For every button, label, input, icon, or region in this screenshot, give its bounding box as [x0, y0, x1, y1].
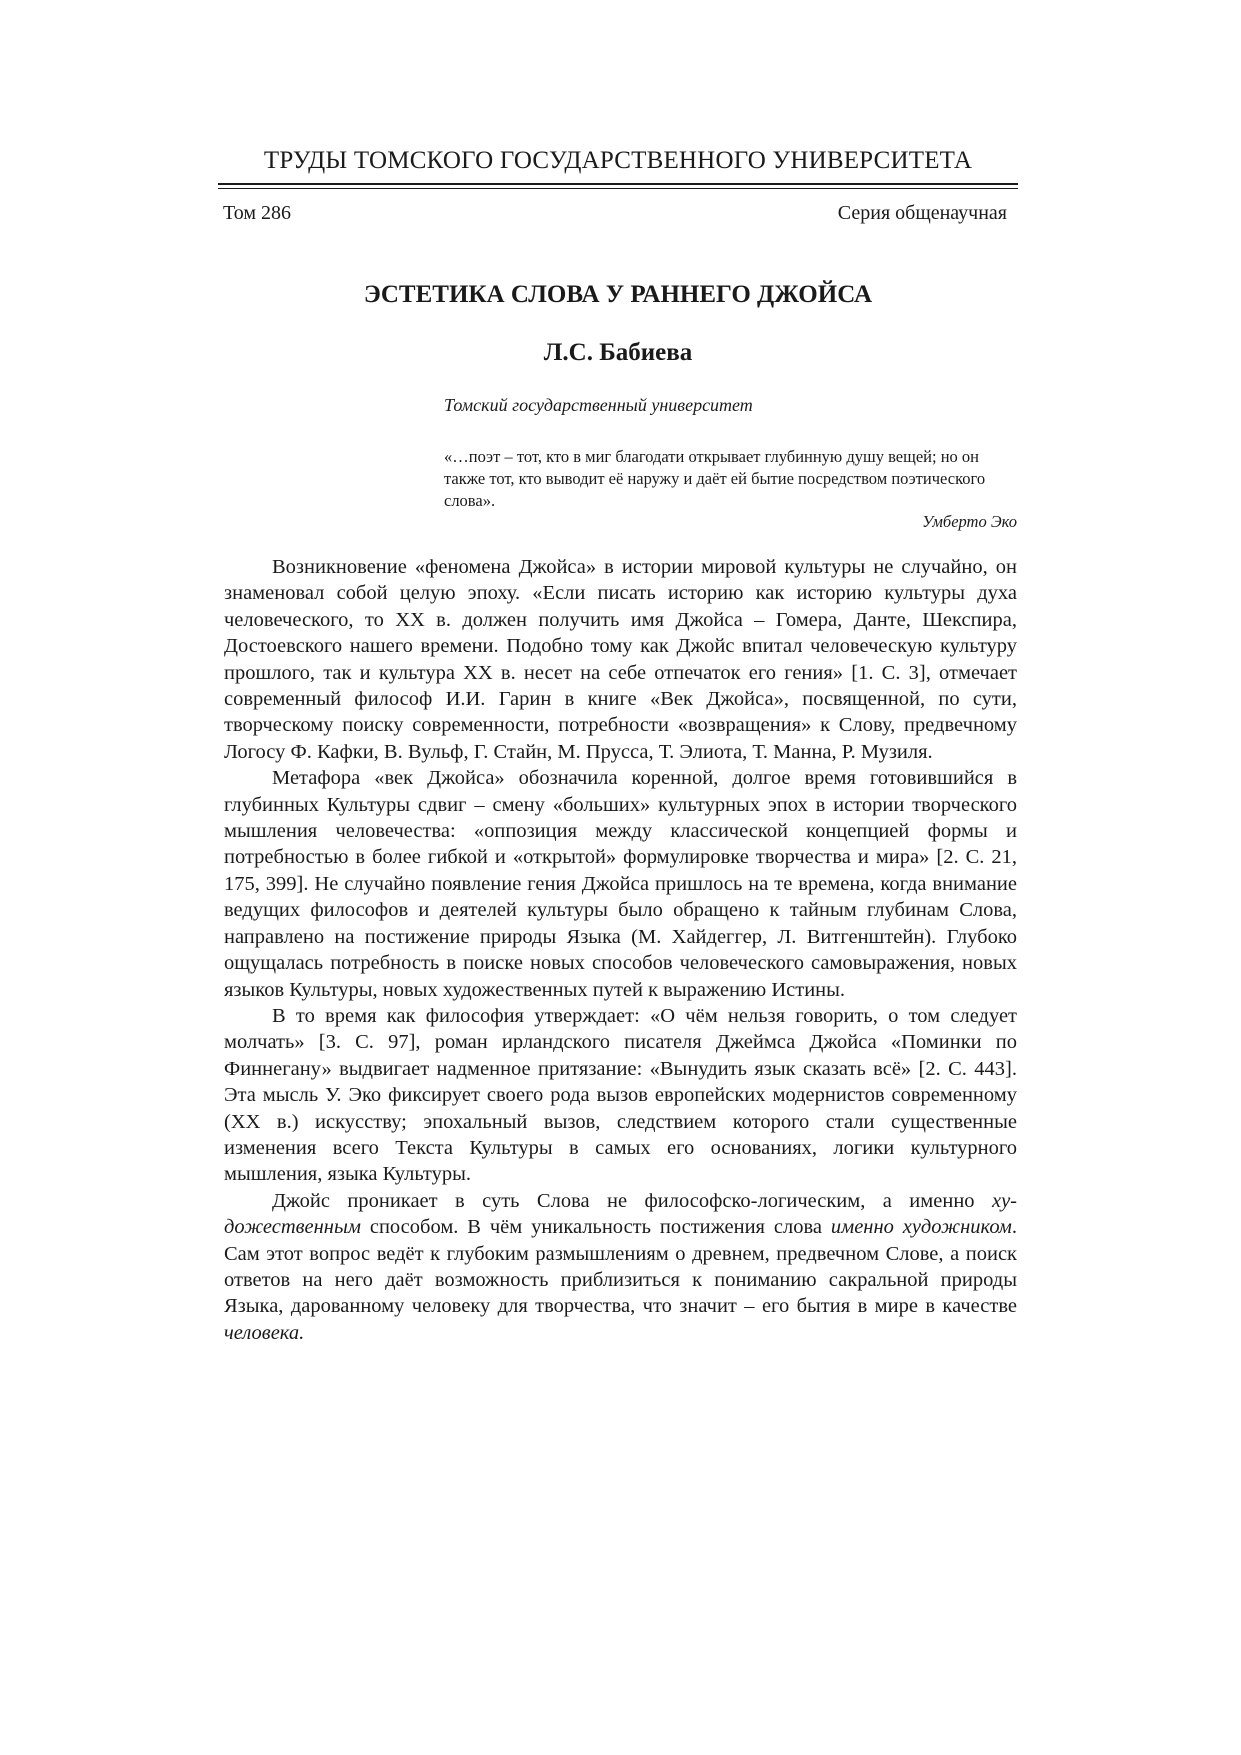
volume-label: Том 286: [223, 202, 291, 224]
article-title: ЭСТЕТИКА СЛОВА У РАННЕГО ДЖОЙСА: [363, 281, 873, 308]
paragraph-4-emphasis: художественным: [224, 1189, 1017, 1239]
paragraph-4-emphasis: именно художником: [830, 1216, 1012, 1239]
paragraph-2: Метафора «век Джойса» обозначила коренной, долгое время готовившийся в глубинных Культуры сдвиг – смену «больших» культурных эпох в истории творческого мышления человечества: «оппозиция между классической концепцией формы и потребностью в более гибкой и «открытой» формулировке творчества и мира» [2. С. 21, 175, 399]. Не случайно появление гения Джойса пришлось на те времена, когда внимание ведущих философов и деятелей культуры было обращено к тайным глубинам Слова, направлено на постижение природы Языка (М. Хайдеггер, Л. Витгенштейн). Глубоко ощущалась потребность в поиске новых способов человеческого самовыражения, новых языков Культуры, новых художественных путей к выражению Истины.: [224, 767, 1017, 1001]
paragraph-4-text: способом. В чём уникальность постижения слова: [360, 1216, 831, 1239]
paragraph-4-text: . Сам этот вопрос ведёт к глубоким размышлениям о древнем, предвечном Слове, а поиск ответов на него даёт возможность приблизиться к пониманию сакральной природы Языка, дарованному человеку для творчества, что значит – его бытия в мире в качестве: [224, 1216, 1017, 1318]
epigraph-text: «…поэт – тот, кто в миг благодати открывает глубинную душу вещей; но он также тот, кто выводит её наружу и даёт ей бытие посредством поэтического слова».: [444, 447, 986, 510]
author-affiliation: Томский государственный университет: [444, 395, 753, 415]
paragraph-4-text: Джойс проникает в суть Слова не философско-логическим, а именно: [272, 1189, 992, 1212]
header-rule-thick: [218, 183, 1018, 185]
header-rule-thin: [218, 188, 1018, 189]
paragraph-4: [224, 1188, 1017, 1346]
paragraph-1: Возникновение «феномена Джойса» в истории мировой культуры не случайно, он знаменовал собой целую эпоху. «Если писать историю как историю культуры духа человеческого, то XX в. должен получить имя Джойса – Гомера, Данте, Шекспира, Достоевского нашего времени. Подобно тому как Джойс впитал человеческую культуру прошлого, так и культура XX в. несет на себе отпечаток его гения» [1. С. 3], отмечает современный философ И.И. Гарин в книге «Век Джойса», посвященной, по сути, творческому поиску современности, потребности «возвращения» к Слову, предвечному Логосу Ф. Кафки, В. Вульф, Г. Стайн, М. Прусса, Т. Элиота, Т. Манна, Р. Музиля.: [224, 556, 1017, 763]
journal-header: ТРУДЫ ТОМСКОГО ГОСУДАРСТВЕННОГО УНИВЕРСИТЕТА: [263, 147, 973, 174]
series-label: Серия общенаучная: [837, 202, 1007, 224]
paragraph-4-emphasis: человека.: [224, 1321, 305, 1344]
epigraph-author: Умберто Эко: [922, 512, 1017, 531]
article-author: Л.С. Бабиева: [543, 339, 693, 366]
article-body: [224, 554, 1017, 1346]
paragraph-3: В то время как философия утверждает: «О чём нельзя говорить, о том следует молчать» [3. С. 97], роман ирландского писателя Джеймса Джойса «Поминки по Финнегану» выдвигает надменное притязание: «Вынудить язык сказать всё» [2. С. 443]. Эта мысль У. Эко фиксирует своего рода вызов европейских модернистов современному (XX в.) искусству; эпохальный вызов, следствием которого стали существенные изменения всего Текста Культуры в самых его основаниях, логики культурного мышления, языка Культуры.: [224, 1004, 1017, 1186]
